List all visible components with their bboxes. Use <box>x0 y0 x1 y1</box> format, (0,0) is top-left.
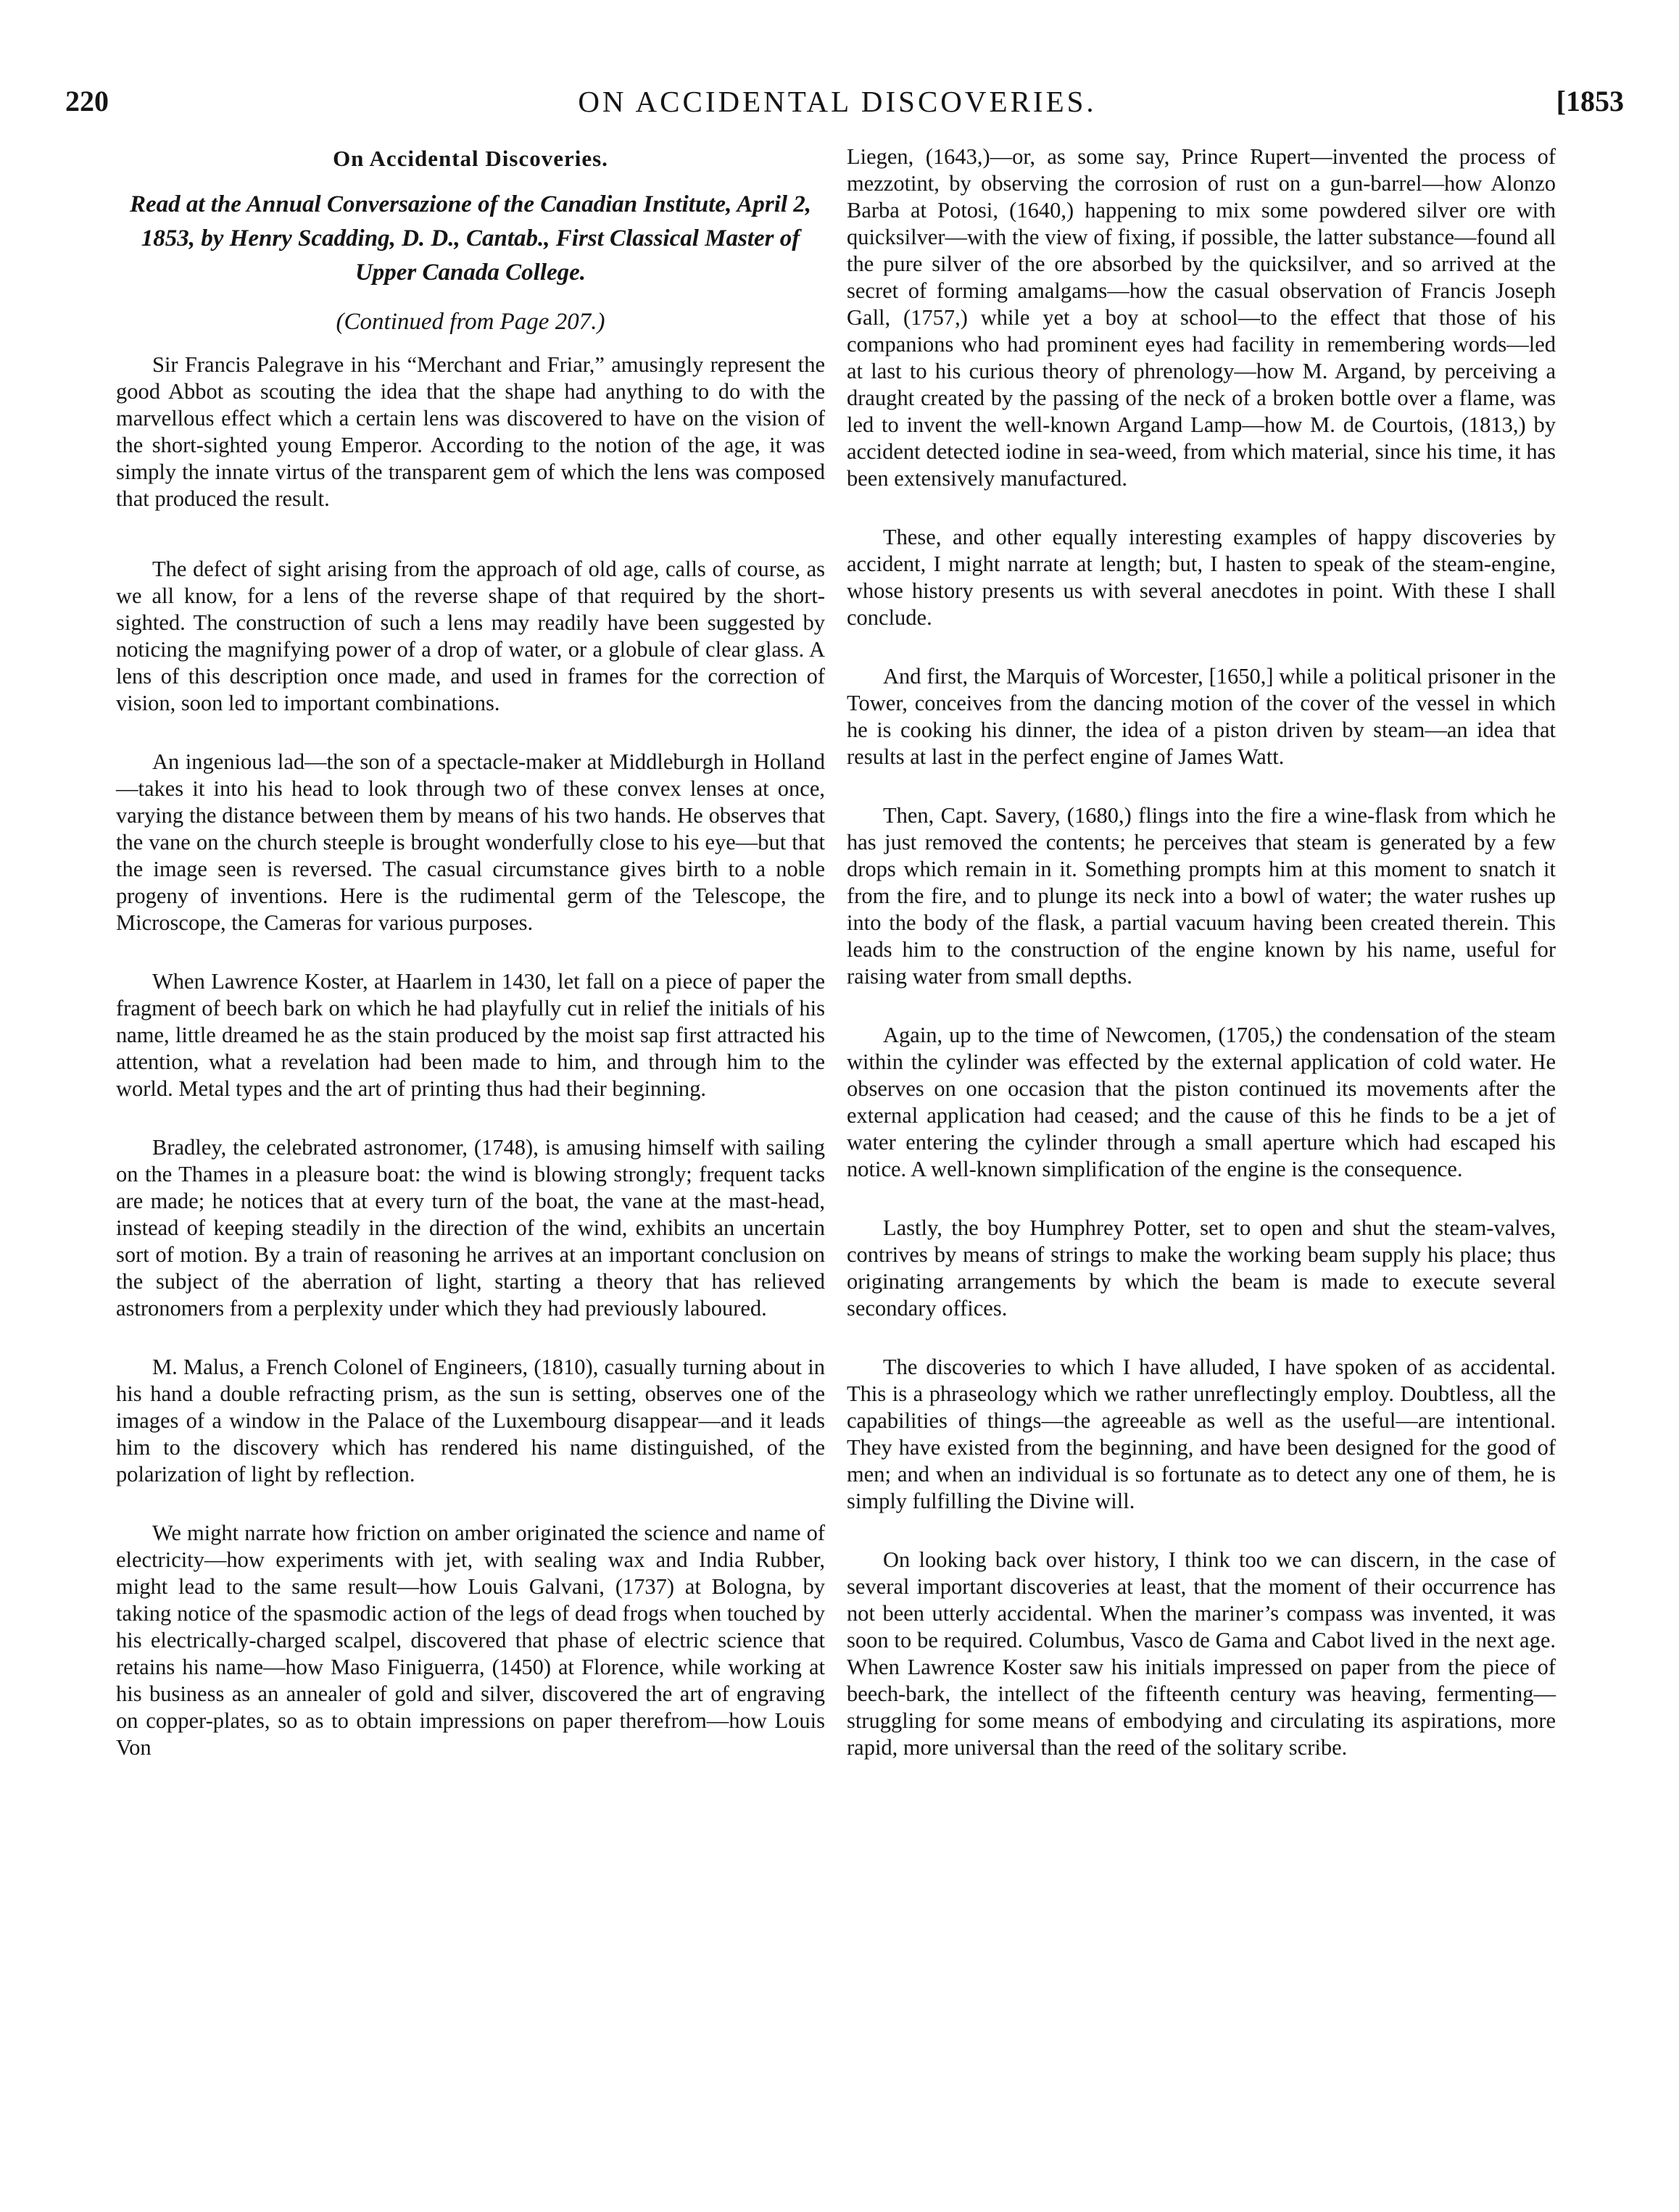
paragraph: An ingenious lad—the son of a spectacle-maker at Middleburgh in Holland—takes it into his head to look through two of these convex lenses at once, varying the distance between them by means of his two hands. He observes that the vane on the church steeple is brought wonderfully close to his eye—but that the image seen is reversed. The casual circumstance gives birth to a noble progeny of inventions. Here is the rudimental germ of the Telescope, the Microscope, the Cameras for various purposes. <box>116 749 825 935</box>
paragraph: And first, the Marquis of Worcester, [1650,] while a political prisoner in the Tower, conceives from the dancing motion of the cover of the vessel in which he is cooking his dinner, the idea of a piston driven by steam—an idea that results at last in the perfect engine of James Watt. <box>847 664 1556 769</box>
paragraph: Sir Francis Palegrave in his “Merchant and Friar,” amusingly represent the good Abbot as scouting the idea that the shape had anything to do with the marvellous effect which a certain lens was discovered to have on the vision of the short-sighted young Emperor. According to the notion of the age, it was simply the innate virtus of the transparent gem of which the lens was composed that produced the result. <box>116 352 825 511</box>
paragraph: M. Malus, a French Colonel of Engineers, (1810), casually turning about in his hand a double refracting prism, as the sun is setting, observes one of the images of a window in the Palace of the Luxembourg disappear—and it leads him to the discovery which has rendered his name distinguished, of the polarization of light by reflection. <box>116 1355 825 1487</box>
year-fragment: [1853 <box>1556 85 1624 117</box>
paragraph: When Lawrence Koster, at Haarlem in 1430, let fall on a piece of paper the fragment of beech bark on which he had playfully cut in relief the initials of his name, little dreamed he as the stain produced by the moist sap first attracted his attention, what a revelation had been made to him, and through him to the world. Metal types and the art of printing thus had their beginning. <box>116 969 825 1101</box>
paragraph: These, and other equally interesting examples of happy discoveries by accident, I might narrate at length; but, I hasten to speak of the steam-engine, whose history presents us with several anecdotes in point. With these I shall conclude. <box>847 525 1556 630</box>
paragraph: Lastly, the boy Humphrey Potter, set to open and shut the steam-valves, contrives by means of strings to make the working beam supply his place; thus originating arrangements by which the beam is made to execute several secondary offices. <box>847 1215 1556 1321</box>
right-column <box>847 144 1556 1793</box>
running-header <box>51 84 1624 125</box>
paragraph: We might narrate how friction on amber originated the science and name of electricity—how experiments with jet, with sealing wax and India Rubber, might lead to the same result—how Louis Galvani, (1737) at Bologna, by taking notice of the spasmodic action of the legs of dead frogs when touched by his electrically-charged scalpel, discovered that phase of electric science that retains his name—how Maso Finiguerra, (1450) at Florence, while working at his business as an annealer of gold and silver, discovered the art of engraving on copper-plates, so as to obtain impressions on paper therefrom—how Louis Von <box>116 1521 825 1760</box>
article-title: On Accidental Discoveries. <box>333 146 608 171</box>
article-byline: Read at the Annual Conversazione of the Canadian Institute, April 2, 1853, by Henry Scadding, D. D., Cantab., First Classical Master of Upper Canada College. <box>129 191 812 286</box>
paragraph: Again, up to the time of Newcomen, (1705,) the condensation of the steam within the cylinder was effected by the external application of cold water. He observes on one occasion that the piston continued its movements after the external application had ceased; and the cause of this he finds to be a jet of water entering the cylinder through a small aperture which had escaped his notice. A well-known simplification of the engine is the consequence. <box>847 1023 1556 1181</box>
paragraph: The defect of sight arising from the approach of old age, calls of course, as we all know, for a lens of the reverse shape of that required by the short-sighted. The construction of such a lens may readily have been suggested by noticing the magnifying power of a drop of water, or a globule of clear glass. A lens of this description once made, and used in frames for the correction of vision, soon led to important combinations. <box>116 557 825 715</box>
page-number: 220 <box>65 85 109 117</box>
paragraph: Bradley, the celebrated astronomer, (1748), is amusing himself with sailing on the Thames in a pleasure boat: the wind is blowing strongly; frequent tacks are made; he notices that at every turn of the boat, the vane at the mast-head, instead of keeping steadily in the direction of the wind, exhibits an uncertain sort of motion. By a train of reasoning he arrives at an important conclusion on the subject of the aberration of light, starting a theory that has relieved astronomers from a perplexity under which they had previously laboured. <box>116 1135 825 1321</box>
continued-note: (Continued from Page 207.) <box>336 309 605 335</box>
paragraph: The discoveries to which I have alluded, I have spoken of as accidental. This is a phraseology which we rather unreflectingly employ. Doubtless, all the capabilities of things—the agreeable as well as the useful—are intentional. They have existed from the beginning, and have been designed for the good of men; and when an individual is so fortunate as to detect any one of them, he is simply fulfilling the Divine will. <box>847 1355 1556 1513</box>
paragraph: Then, Capt. Savery, (1680,) flings into the fire a wine-flask from which he has just removed the contents; he perceives that steam is generated by a few drops which remain in it. Something prompts him at this moment to snatch it from the fire, and to plunge its neck into a bowl of water; the water rushes up into the body of the flask, a partial vacuum having been created therein. This leads him to the construction of the engine known by his name, useful for raising water from small depths. <box>847 803 1556 989</box>
paragraph: Liegen, (1643,)—or, as some say, Prince Rupert—invented the process of mezzotint, by observing the corrosion of rust on a gun-barrel—how Alonzo Barba at Potosi, (1640,) happening to mix some powdered silver ore with quicksilver—with the view of fixing, if possible, the latter substance—found all the pure silver of the ore absorbed by the quicksilver, and so arrived at the secret of forming amalgams—how the casual observation of Francis Joseph Gall, (1757,) while yet a boy at school—to the effect that those of his companions who had prominent eyes had facility in remembering words—led at last to his curious theory of phrenology—how M. Argand, by perceiving a draught created by the passing of the neck of a broken bottle over a flame, was led to invent the well-known Argand Lamp—how M. de Courtois, (1813,) by accident detected iodine in sea-weed, from which material, since his time, it has been extensively manufactured. <box>847 144 1556 491</box>
left-column <box>116 145 825 1793</box>
running-title: ON ACCIDENTAL DISCOVERIES. <box>578 85 1097 118</box>
paragraph: On looking back over history, I think too we can discern, in the case of several important discoveries at least, that the moment of their occurrence has not been utterly accidental. When the mariner’s compass was invented, it was soon to be required. Columbus, Vasco de Gama and Cabot lived in the next age. When Lawrence Koster saw his initials impressed on paper from the piece of beech-bark, the intellect of the fifteenth century was heaving, fermenting—struggling for some means of embodying and circulating its aspirations, more rapid, more universal than the reed of the solitary scribe. <box>847 1547 1556 1760</box>
